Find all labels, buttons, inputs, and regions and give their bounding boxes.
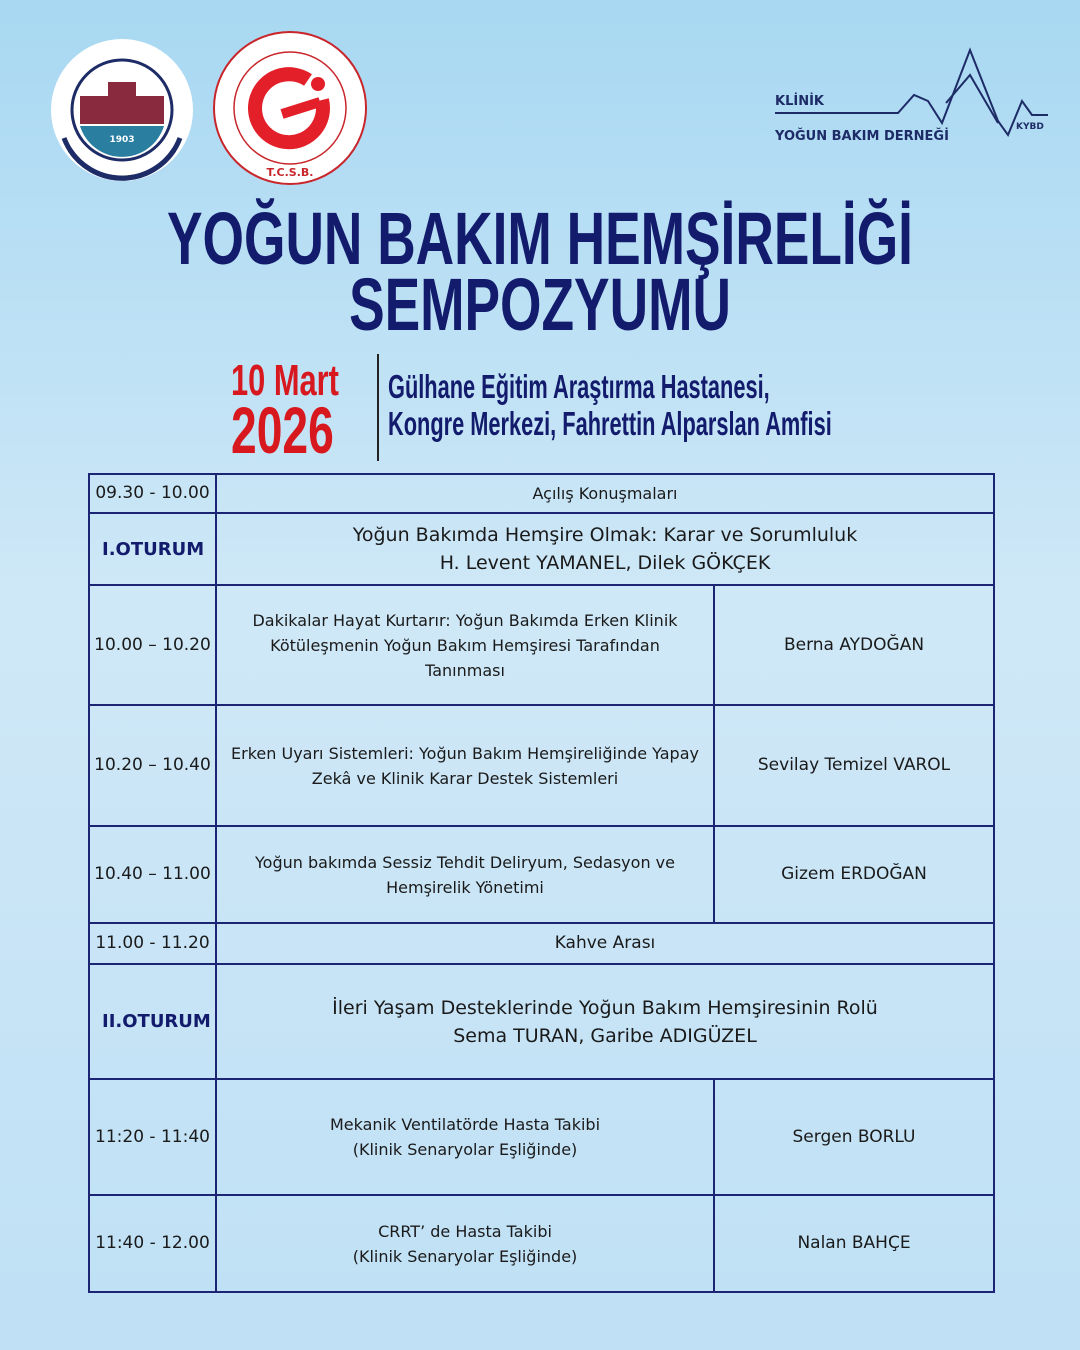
talk-title: CRRT’ de Hasta Takibi <box>378 1221 552 1241</box>
session-cell: II.OTURUM <box>89 964 216 1079</box>
time-cell: 10.20 – 10.40 <box>89 705 216 826</box>
time-cell: 10.00 – 10.20 <box>89 585 216 705</box>
speaker-cell: Berna AYDOĞAN <box>714 585 994 705</box>
event-date: 10 Mart <box>231 356 339 405</box>
title-cell: Dakikalar Hayat Kurtarır: Yoğun Bakımda Erken Klinik Kötüleşmenin Yoğun Bakım Hemşiresi Tarafından Tanınması <box>216 585 714 705</box>
session-chairs: H. Levent YAMANEL, Dilek GÖKÇEK <box>439 552 771 574</box>
svg-text:1903: 1903 <box>109 135 135 145</box>
title-cell <box>216 1195 714 1292</box>
speaker-cell: Sergen BORLU <box>714 1079 994 1195</box>
title-line-1: YOĞUN BAKIM HEMŞİRELİĞİ <box>167 197 913 280</box>
table-row <box>89 513 994 585</box>
talk-title: Mekanik Ventilatörde Hasta Takibi <box>329 1115 601 1134</box>
title-cell: Kahve Arası <box>216 923 994 964</box>
session-title: Yoğun Bakımda Hemşire Olmak: Karar ve Sorumluluk <box>352 524 858 546</box>
time-cell: 11:20 - 11:40 <box>89 1079 216 1195</box>
time-cell: 11:40 - 12.00 <box>89 1195 216 1292</box>
session-title-cell <box>216 513 994 585</box>
svg-text:KLİNİK: KLİNİK <box>775 94 824 109</box>
time-cell: 11.00 - 11.20 <box>89 923 216 964</box>
svg-text:YOĞUN BAKIM DERNEĞİ: YOĞUN BAKIM DERNEĞİ <box>775 129 949 144</box>
time-cell: 09.30 - 10.00 <box>89 474 216 513</box>
divider <box>377 354 379 461</box>
talk-subtitle: (Klinik Senaryolar Eşliğinde) <box>352 1246 578 1266</box>
table-row <box>89 923 994 964</box>
program-table <box>88 473 995 1293</box>
table-row <box>89 705 994 826</box>
table-row <box>89 585 994 705</box>
speaker-cell: Sevilay Temizel VAROL <box>714 705 994 826</box>
title-cell: Yoğun bakımda Sessiz Tehdit Deliryum, Sedasyon ve Hemşirelik Yönetimi <box>216 826 714 923</box>
svg-text:KYBD: KYBD <box>1016 122 1044 132</box>
talk-subtitle: (Klinik Senaryolar Eşliğinde) <box>352 1140 578 1159</box>
speaker-cell: Nalan BAHÇE <box>714 1195 994 1292</box>
title-line-2: SEMPOZYUMU <box>349 263 731 346</box>
table-row <box>89 1079 994 1195</box>
speaker-cell: Gizem ERDOĞAN <box>714 826 994 923</box>
title-cell: Açılış Konuşmaları <box>216 474 994 513</box>
title-cell <box>216 1079 714 1195</box>
table-row <box>89 474 994 513</box>
kybd-logo <box>770 45 1055 145</box>
event-year: 2026 <box>231 393 334 467</box>
table-row <box>89 964 994 1079</box>
table-row <box>89 1195 994 1292</box>
title-cell: Erken Uyarı Sistemleri: Yoğun Bakım Hemşireliğinde Yapay Zekâ ve Klinik Karar Destek Sistemleri <box>216 705 714 826</box>
venue-line-2: Kongre Merkezi, Fahrettin Alparslan Amfisi <box>388 405 832 442</box>
session-title-cell <box>216 964 994 1079</box>
session-chairs: Sema TURAN, Garibe ADIGÜZEL <box>453 1024 757 1047</box>
saglik-bilimleri-universitesi-logo <box>50 38 194 182</box>
gulhane-hastanesi-logo <box>212 30 368 186</box>
table-row <box>89 826 994 923</box>
session-cell: I.OTURUM <box>89 513 216 585</box>
venue-line-1: Gülhane Eğitim Araştırma Hastanesi, <box>388 368 770 405</box>
session-title: İleri Yaşam Desteklerinde Yoğun Bakım Hemşiresinin Rolü <box>332 996 878 1019</box>
svg-text:T.C.S.B.: T.C.S.B. <box>266 166 314 179</box>
time-cell: 10.40 – 11.00 <box>89 826 216 923</box>
